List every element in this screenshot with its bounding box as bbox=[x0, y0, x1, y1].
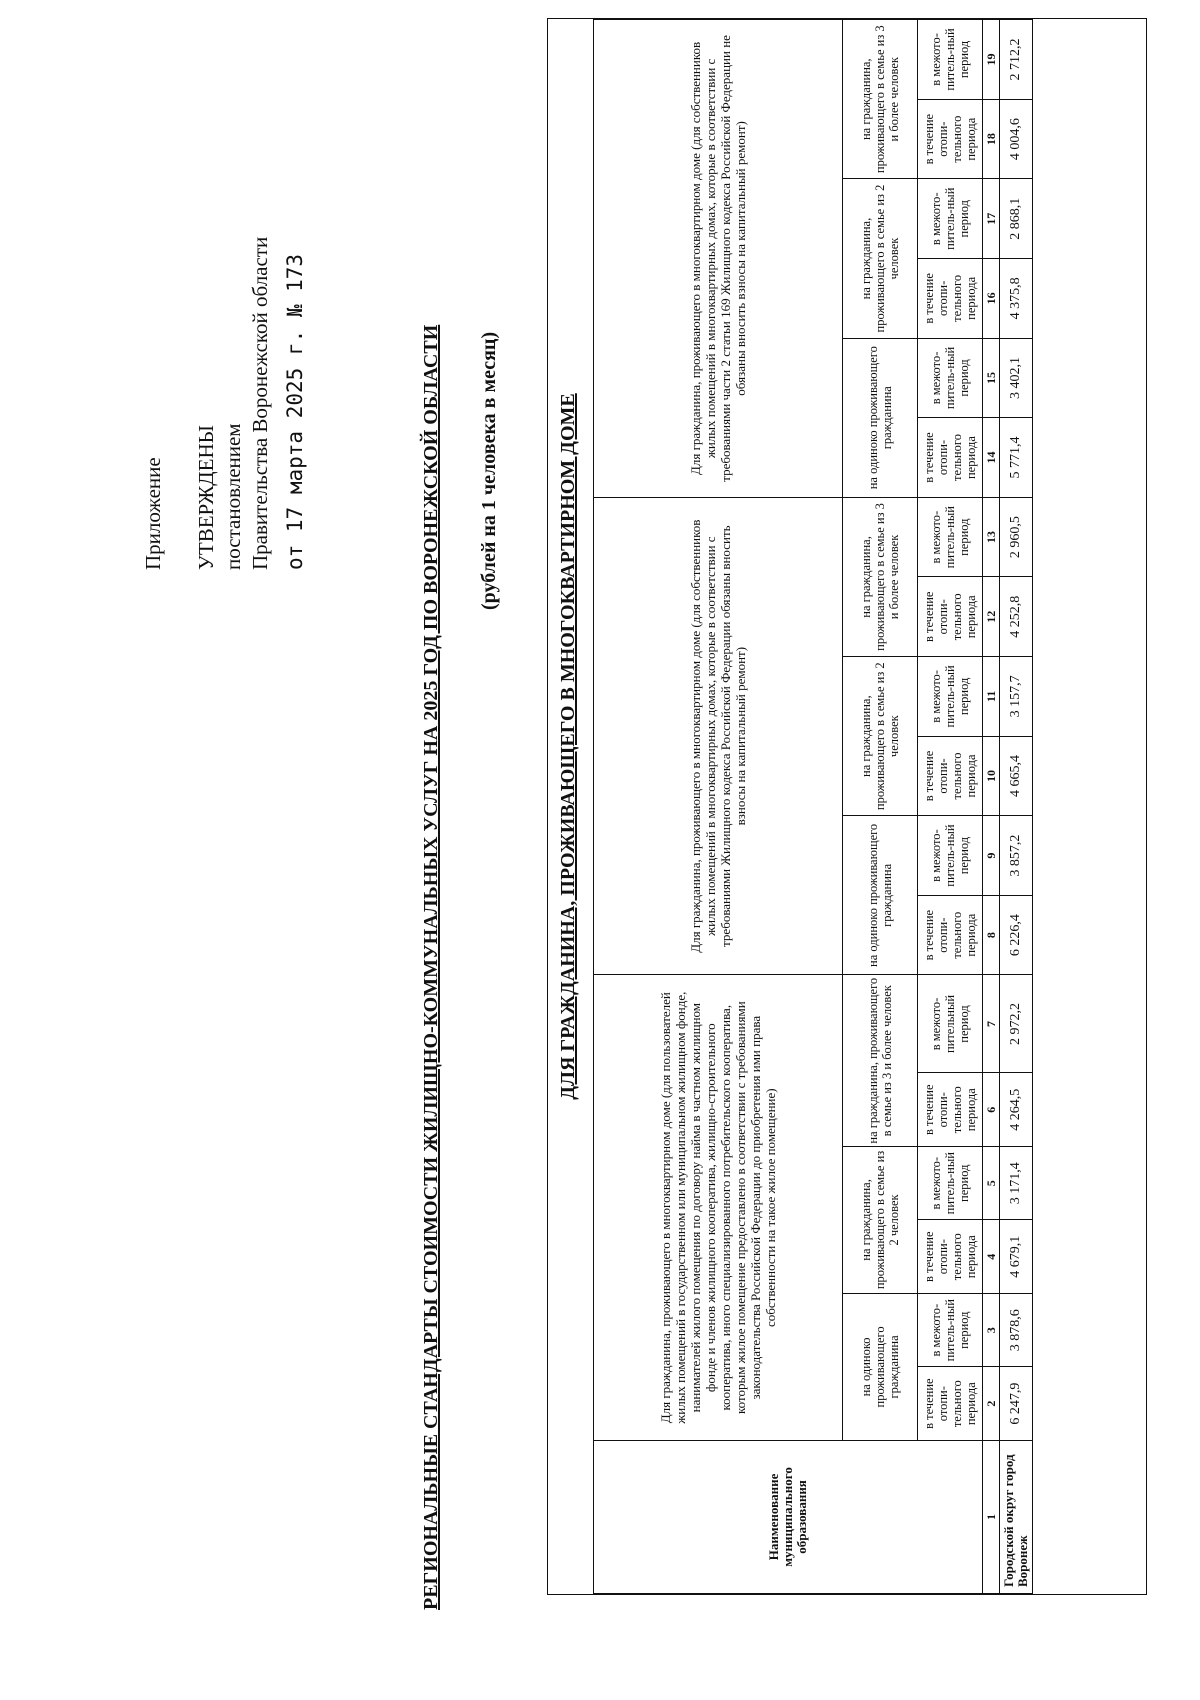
document-title: РЕГИОНАЛЬНЫЕ СТАНДАРТЫ СТОИМОСТИ ЖИЛИЩНО-КОММУНАЛЬНЫХ УСЛУГ НА 2025 ГОД ПО ВОРОНЕЖСКОЙ ОБЛАСТИ bbox=[420, 324, 442, 1610]
column-number: 10 bbox=[983, 736, 1000, 816]
period-nonheating-header: в межото-питель-ный период bbox=[918, 179, 983, 259]
column-number: 6 bbox=[983, 1073, 1000, 1146]
period-heating-header: в течение отопи-тельного периода bbox=[918, 1367, 983, 1440]
period-heating-header: в течение отопи-тельного периода bbox=[918, 418, 983, 498]
column-number-row bbox=[983, 20, 1000, 1594]
municipality-name: Городской округ город Воронеж bbox=[1000, 1440, 1033, 1593]
decree-date: от 17 марта 2025 г. № 173 bbox=[283, 253, 307, 570]
value-cell: 4 375,8 bbox=[1000, 259, 1033, 339]
period-nonheating-header: в межото-питель-ный период bbox=[918, 338, 983, 418]
standards-table-frame bbox=[547, 18, 1147, 1595]
table-subtitle: ДЛЯ ГРАЖДАНИНА, ПРОЖИВАЮЩЕГО В МНОГОКВАРТИРНОМ ДОМЕ bbox=[557, 393, 579, 1100]
family-three-header: на гражданина, проживающего в семье из 3 и более человек bbox=[843, 20, 918, 179]
value-cell: 4 665,4 bbox=[1000, 736, 1033, 816]
column-number: 18 bbox=[983, 99, 1000, 179]
column-number: 1 bbox=[983, 1440, 1000, 1593]
value-cell: 2 972,2 bbox=[1000, 975, 1033, 1073]
column-number: 14 bbox=[983, 418, 1000, 498]
value-cell: 6 247,9 bbox=[1000, 1367, 1033, 1440]
value-cell: 3 157,7 bbox=[1000, 657, 1033, 737]
period-nonheating-header: в межото-питель-ный период bbox=[918, 1146, 983, 1219]
standards-table bbox=[593, 19, 1033, 1594]
family-two-header: на гражданина, проживающего в семье из 2 человек bbox=[843, 179, 918, 338]
approved-label: УТВЕРЖДЕНЫ bbox=[194, 425, 218, 570]
units-note: (рублей на 1 человека в месяц) bbox=[478, 331, 500, 610]
period-nonheating-header: в межото-питель-ный период bbox=[918, 657, 983, 737]
column-number: 11 bbox=[983, 657, 1000, 737]
period-heating-header: в течение отопи-тельного периода bbox=[918, 1073, 983, 1146]
period-heating-header: в течение отопи-тельного периода bbox=[918, 577, 983, 657]
column-number: 2 bbox=[983, 1367, 1000, 1440]
period-heating-header: в течение отопи-тельного периода bbox=[918, 1220, 983, 1293]
value-cell: 4 264,5 bbox=[1000, 1073, 1033, 1146]
column-number: 5 bbox=[983, 1146, 1000, 1219]
family-two-header: на гражданина, проживающего в семье из 2 человек bbox=[843, 657, 918, 816]
family-three-header: на гражданина, проживающего в семье из 3 и более человек bbox=[843, 497, 918, 656]
period-nonheating-header: в межото-питель-ный период bbox=[918, 20, 983, 100]
column-number: 12 bbox=[983, 577, 1000, 657]
period-heating-header: в течение отопи-тельного периода bbox=[918, 736, 983, 816]
period-heating-header: в течение отопи-тельного периода bbox=[918, 895, 983, 975]
group-header-tenants: Для гражданина, проживающего в многоквартирном доме (для пользователей жилых помещений в государственном или муниципальном жилищном фонде, нанимателей жилого помещения по договору найма в частном жилищном фонде и членов жилищного кооператива, жилищно-строительного кооператива, иного специализированного потребительского кооператива, которым жилое помещение предоставлено в соответствии с требованиями законодательства Российской Федерации до приобретения ими права собственности на такое жилое помещение) bbox=[594, 975, 843, 1440]
value-cell: 3 402,1 bbox=[1000, 338, 1033, 418]
approval-block bbox=[140, 90, 309, 570]
value-cell: 6 226,4 bbox=[1000, 895, 1033, 975]
period-nonheating-header: в межото-питель-ный период bbox=[918, 497, 983, 577]
period-heating-header: в течение отопи-тельного периода bbox=[918, 99, 983, 179]
family-three-header: на гражданина, проживающего в семье из 3 и более человек bbox=[843, 975, 918, 1147]
column-number: 3 bbox=[983, 1293, 1000, 1366]
value-cell: 4 679,1 bbox=[1000, 1220, 1033, 1293]
period-nonheating-header: в межото-питель-ный период bbox=[918, 816, 983, 896]
period-nonheating-header: в межото-пительный период bbox=[918, 975, 983, 1073]
column-number: 4 bbox=[983, 1220, 1000, 1293]
column-number: 19 bbox=[983, 20, 1000, 100]
family-single-header: на одиноко проживающего гражданина bbox=[843, 1293, 918, 1440]
period-nonheating-header: в межото-питель-ный период bbox=[918, 1293, 983, 1366]
value-cell: 3 857,2 bbox=[1000, 816, 1033, 896]
group-header-owners-capital: Для гражданина, проживающего в многоквартирном доме (для собственников жилых помещений в многоквартирных домах, которые в соответствии с требованиями Жилищного кодекса Российской Федерации обязаны вносить взносы на капитальный ремонт) bbox=[594, 497, 843, 975]
column-number: 8 bbox=[983, 895, 1000, 975]
value-cell: 2 712,2 bbox=[1000, 20, 1033, 100]
table-row bbox=[1000, 20, 1033, 1594]
family-single-header: на одиноко проживающего гражданина bbox=[843, 816, 918, 975]
column-number: 7 bbox=[983, 975, 1000, 1073]
value-cell: 3 171,4 bbox=[1000, 1146, 1033, 1219]
group-header-owners-no-capital: Для гражданина, проживающего в многоквартирном доме (для собственников жилых помещений в многоквартирных домах, которые в соответствии с требованиями части 2 статьи 169 Жилищного кодекса Российской Федерации не обязаны вносить взносы на капитальный ремонт) bbox=[594, 20, 843, 498]
column-number: 16 bbox=[983, 259, 1000, 339]
value-cell: 3 878,6 bbox=[1000, 1293, 1033, 1366]
municipality-header: Наименование муниципального образования bbox=[594, 1440, 983, 1593]
value-cell: 2 960,5 bbox=[1000, 497, 1033, 577]
family-two-header: на гражданина, проживающего в семье из 2 человек bbox=[843, 1146, 918, 1293]
column-number: 13 bbox=[983, 497, 1000, 577]
column-number: 15 bbox=[983, 338, 1000, 418]
government-label: Правительства Воронежской области bbox=[248, 236, 272, 570]
appendix-label: Приложение bbox=[141, 457, 165, 570]
value-cell: 2 868,1 bbox=[1000, 179, 1033, 259]
period-heating-header: в течение отопи-тельного периода bbox=[918, 259, 983, 339]
value-cell: 4 252,8 bbox=[1000, 577, 1033, 657]
family-single-header: на одиноко проживающего гражданина bbox=[843, 338, 918, 497]
column-number: 17 bbox=[983, 179, 1000, 259]
value-cell: 4 004,6 bbox=[1000, 99, 1033, 179]
column-number: 9 bbox=[983, 816, 1000, 896]
value-cell: 5 771,4 bbox=[1000, 418, 1033, 498]
decree-label: постановлением bbox=[221, 423, 245, 570]
